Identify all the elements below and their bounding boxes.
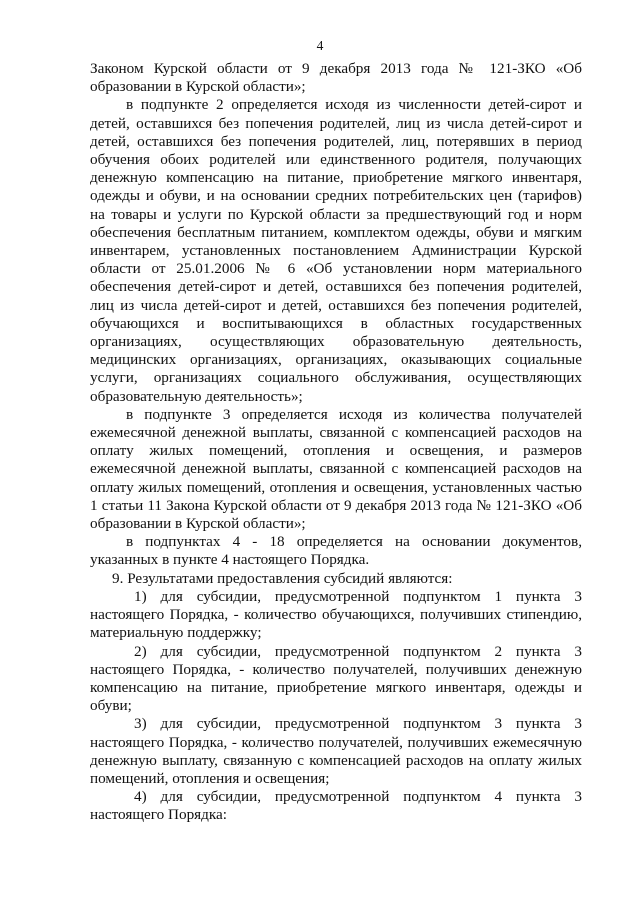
paragraph-results-heading: 9. Результатами предоставления субсидий являются: bbox=[112, 569, 453, 587]
paragraph-subclause-2: в подпункте 2 определяется исходя из численности детей-сирот и детей, оставшихся без попечения родителей, лиц из числа детей-сирот и детей, оставшихся без попечения родителей, лиц, потерявших в период обучения обоих родителей или единственного родителя, получающих денежную компенсацию на питание, приобретение мягкого инвентаря, одежды и обуви, и на основании средних потребительских цен (тарифов) на товары и услуги по Курской области за предшествующий год и норм обеспечения бесплатным питанием, комплектом одежды, обуви и мягким инвентарем, установленных постановлением Администрации Курской области от 25.01.2006 № 6 «Об установлении норм материального обеспечения детей-сирот и детей, оставшихся без попечения родителей, лиц из числа детей-сирот и детей, оставшихся без попечения родителей, обучающихся и воспитывающихся в областных государственных организациях, осуществляющих образовательную деятельность, медицинских организациях, организациях, оказывающих социальные услуги, организациях социального обслуживания, осуществляющих образовательную деятельность»; bbox=[90, 96, 582, 405]
list-item-result-4: 4) для субсидии, предусмотренной подпунктом 4 пункта 3 настоящего Порядка: bbox=[90, 788, 582, 824]
paragraph-subclauses-4-18: в подпунктах 4 - 18 определяется на основании документов, указанных в пункте 4 настоящего Порядка. bbox=[90, 533, 582, 569]
list-item-result-3: 3) для субсидии, предусмотренной подпунктом 3 пункта 3 настоящего Порядка, - количество получателей, получивших ежемесячную денежную выплату, связанную с компенсацией расходов на оплату жилых помещений, отопления и освещения; bbox=[90, 715, 582, 787]
list-item-result-2: 2) для субсидии, предусмотренной подпунктом 2 пункта 3 настоящего Порядка, - количество получателей, получивших денежную компенсацию на питание, приобретение мягкого инвентаря, одежды и обуви; bbox=[90, 642, 582, 715]
paragraph-law-reference: Законом Курской области от 9 декабря 2013 года № 121-ЗКО «Об образовании в Курской области»; bbox=[90, 60, 582, 96]
document-body bbox=[90, 60, 582, 825]
paragraph-subclause-3: в подпункте 3 определяется исходя из количества получателей ежемесячной денежной выплаты, связанной с компенсацией расходов на оплату жилых помещений, отопления и освещения, и размеров ежемесячной денежной выплаты, связанной с компенсацией расходов на оплату жилых помещений, отопления и освещения, установленных частью 1 статьи 11 Закона Курской области от 9 декабря 2013 года № 121-ЗКО «Об образовании в Курской области»; bbox=[90, 405, 582, 533]
page-number: 4 bbox=[316, 38, 324, 53]
list-item-result-1: 1) для субсидии, предусмотренной подпунктом 1 пункта 3 настоящего Порядка, - количество обучающихся, получивших стипендию, материальную поддержку; bbox=[90, 587, 582, 642]
